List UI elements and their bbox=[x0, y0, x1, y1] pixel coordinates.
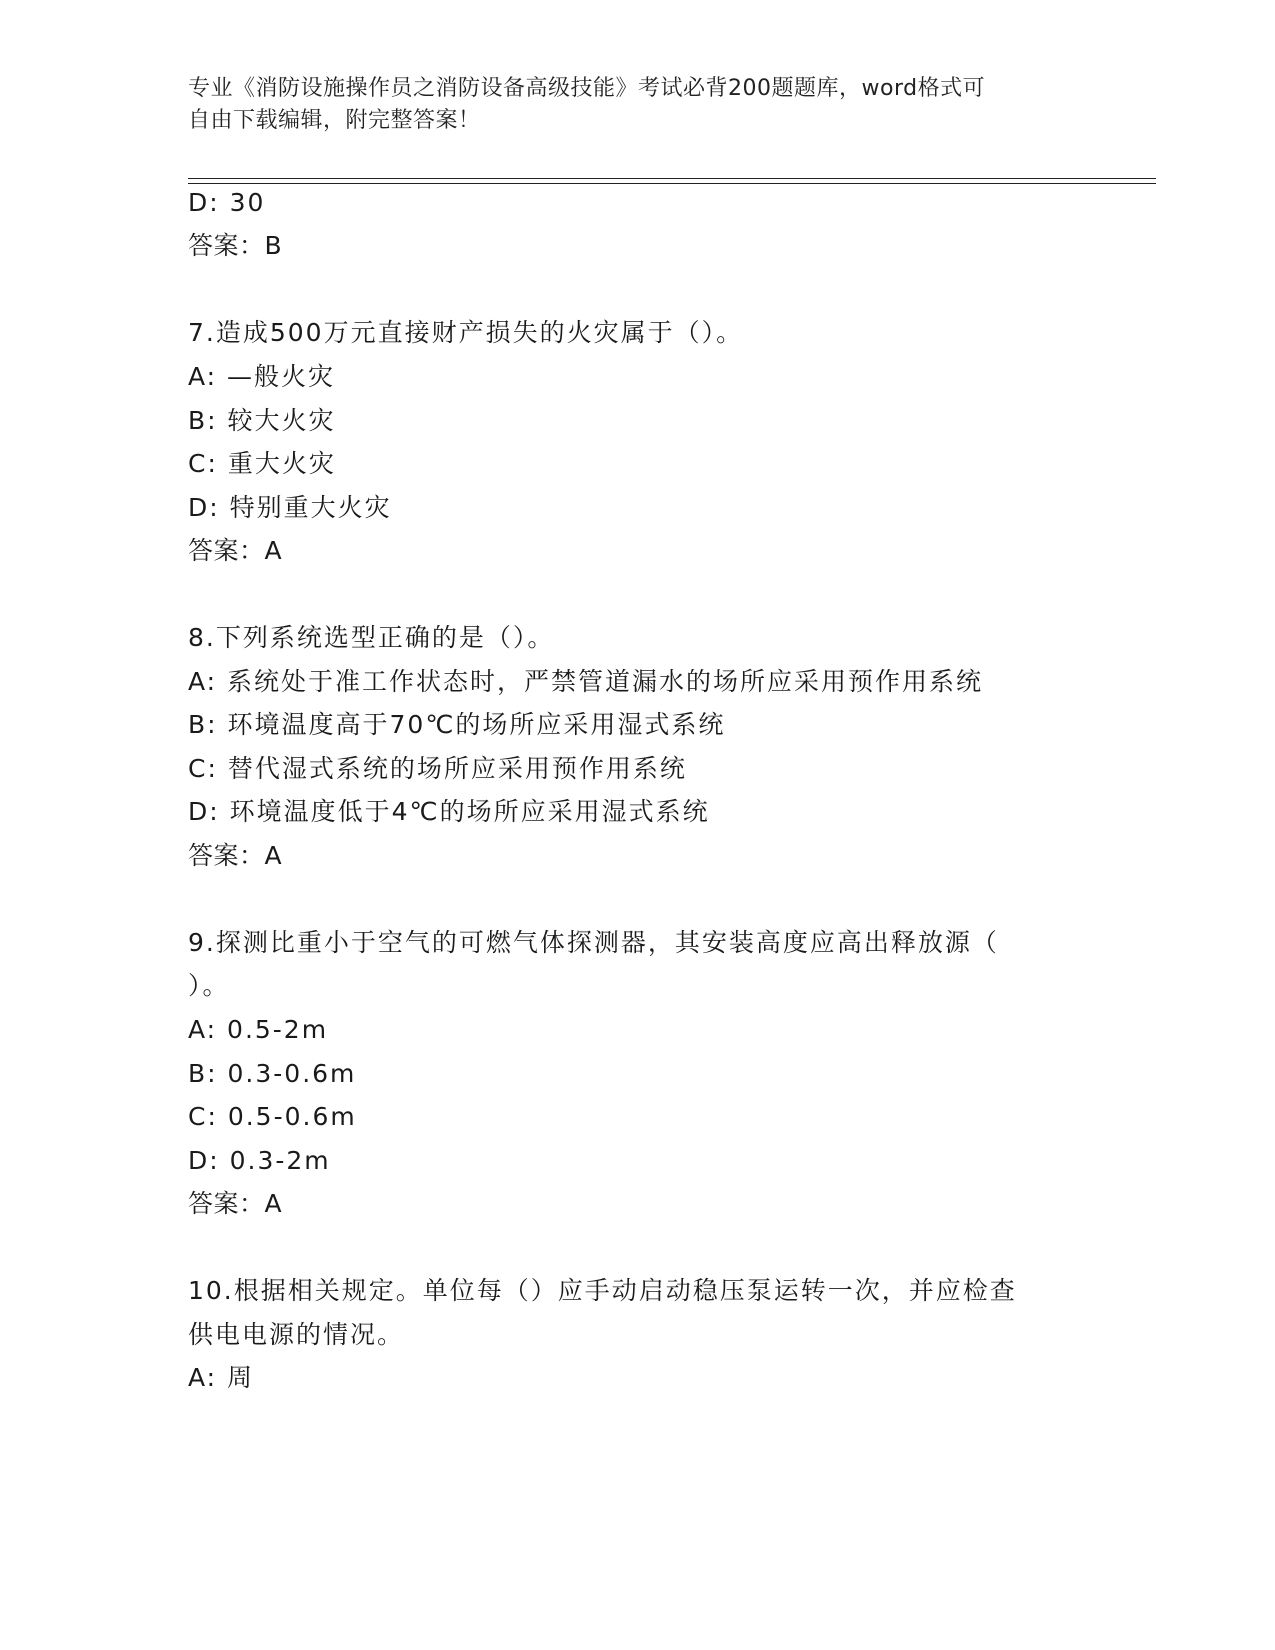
q10-stem-line-1: 10.根据相关规定。单位每（）应手动启动稳压泵运转一次，并应检查 bbox=[188, 1276, 1017, 1305]
q7-option-b: B: 较大火灾 bbox=[188, 406, 336, 435]
q9-stem-line-2: ）。 bbox=[188, 971, 230, 1000]
q7-option-a: A: —般火灾 bbox=[188, 362, 336, 391]
q7-stem: 7.造成500万元直接财产损失的火灾属于（）。 bbox=[188, 318, 744, 347]
q8-option-d: D: 环境温度低于4℃的场所应采用湿式系统 bbox=[188, 797, 710, 826]
q9-answer: 答案：A bbox=[188, 1189, 283, 1218]
q7-answer: 答案：A bbox=[188, 536, 283, 565]
q10-stem-line-2: 供电电源的情况。 bbox=[188, 1320, 405, 1349]
q8-option-c: C: 替代湿式系统的场所应采用预作用系统 bbox=[188, 754, 687, 783]
q9-option-d: D: 0.3-2m bbox=[188, 1146, 331, 1175]
q9-option-c: C: 0.5-0.6m bbox=[188, 1102, 357, 1131]
q9-option-b: B: 0.3-0.6m bbox=[188, 1059, 357, 1088]
document-header bbox=[188, 73, 1068, 137]
q8-option-b: B: 环境温度高于70℃的场所应采用湿式系统 bbox=[188, 710, 726, 739]
header-line-1: 专业《消防设施操作员之消防设备高级技能》考试必背200题题库，word格式可 bbox=[188, 76, 986, 101]
q8-stem: 8.下列系统选型正确的是（）。 bbox=[188, 623, 555, 652]
q9-option-a: A: 0.5-2m bbox=[188, 1015, 329, 1044]
header-line-2: 自由下载编辑，附完整答案！ bbox=[188, 108, 481, 133]
q8-answer: 答案：A bbox=[188, 841, 283, 870]
header-divider-top bbox=[188, 178, 1156, 179]
q6-answer: 答案：B bbox=[188, 231, 283, 260]
q7-option-c: C: 重大火灾 bbox=[188, 449, 336, 478]
q10-option-a: A: 周 bbox=[188, 1363, 255, 1392]
header-divider-bottom bbox=[188, 183, 1156, 184]
q6-option-d: D: 30 bbox=[188, 188, 266, 217]
q7-option-d: D: 特别重大火灾 bbox=[188, 493, 392, 522]
q9-stem-line-1: 9.探测比重小于空气的可燃气体探测器，其安装高度应高出释放源（ bbox=[188, 928, 999, 957]
q8-option-a: A: 系统处于准工作状态时，严禁管道漏水的场所应采用预作用系统 bbox=[188, 667, 984, 696]
